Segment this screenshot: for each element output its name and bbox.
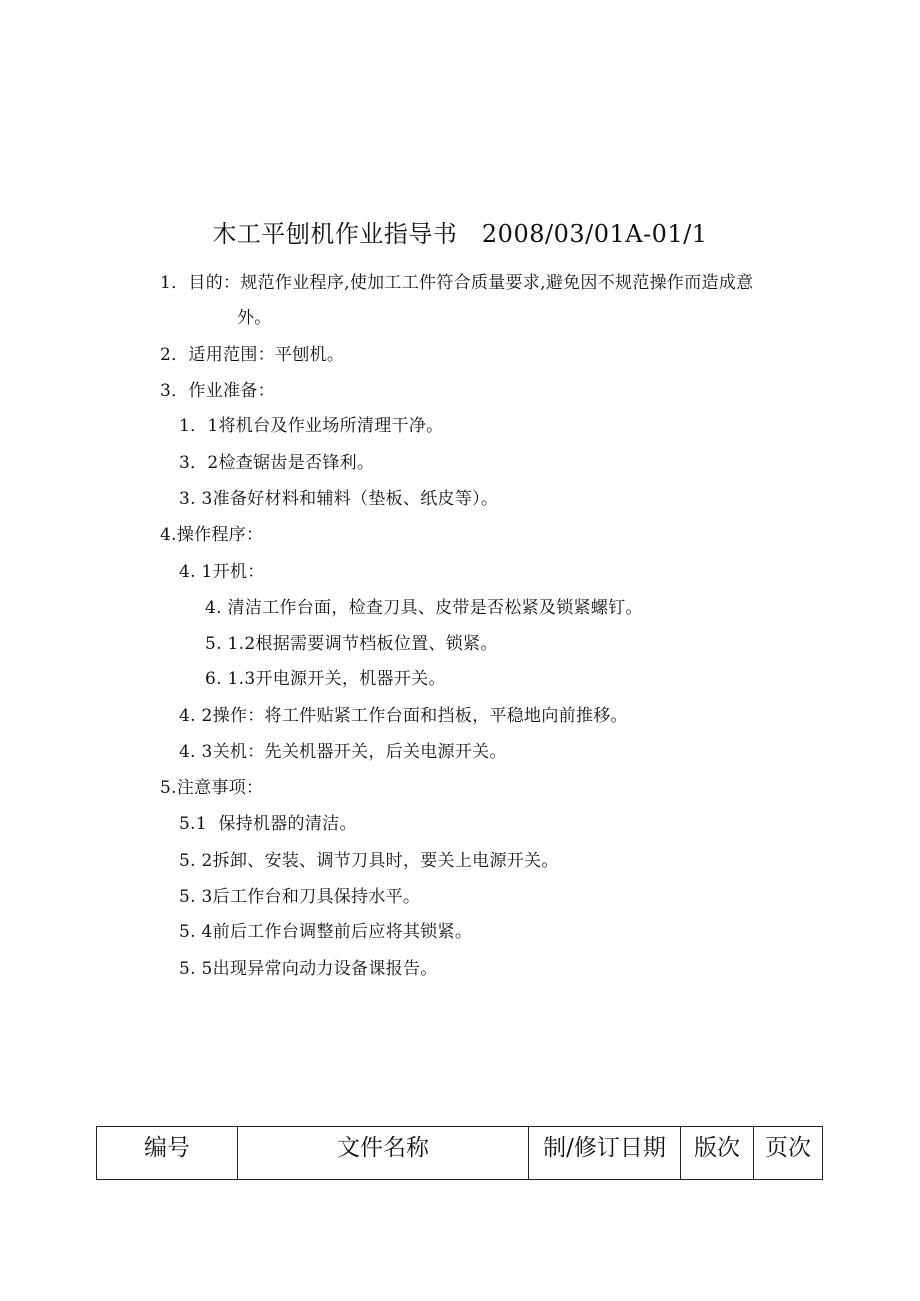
item-4-1: 4. 1开机： xyxy=(179,562,265,582)
item-4-2: 4. 2操作：将工件贴紧工作台面和挡板，平稳地向前推移。 xyxy=(179,706,628,726)
header-number: 编号 xyxy=(97,1127,238,1180)
item-5-4: 5. 4前后工作台调整前后应将其锁紧。 xyxy=(179,922,473,942)
header-version: 版次 xyxy=(681,1127,754,1180)
item-5-1: 5.1 保持机器的清洁。 xyxy=(179,814,357,834)
document-title: 木工平刨机作业指导书 2008/03/01A-01/1 xyxy=(212,220,708,248)
item-3-3: 3. 3准备好材料和辅料（垫板、纸皮等）。 xyxy=(179,489,499,509)
item-4-1-3: 6. 1.3开电源开关，机器开关。 xyxy=(205,669,446,689)
item-4-3: 4. 3关机：先关机器开关，后关电源开关。 xyxy=(179,742,507,762)
header-file-name: 文件名称 xyxy=(238,1127,529,1180)
section-1-purpose: 1．目的：规范作业程序,使加工工件符合质量要求,避免因不规范操作而造成意 xyxy=(160,273,754,293)
item-5-3: 5. 3后工作台和刀具保持水平。 xyxy=(179,887,421,907)
section-5-notes: 5.注意事项： xyxy=(160,778,264,798)
item-5-5: 5. 5出现异常向动力设备课报告。 xyxy=(179,959,438,979)
section-4-procedure: 4.操作程序： xyxy=(160,525,264,545)
item-5-2: 5. 2拆卸、安装、调节刀具时，要关上电源开关。 xyxy=(179,851,559,871)
item-4-1-1: 4. 清洁工作台面，检查刀具、皮带是否松紧及锁紧螺钉。 xyxy=(205,598,643,618)
item-4-1-2: 5. 1.2根据需要调节档板位置、锁紧。 xyxy=(205,634,498,654)
section-1-purpose-cont: 外。 xyxy=(237,308,272,328)
table-row xyxy=(97,1127,823,1180)
item-3-2: 3．2检查锯齿是否锋利。 xyxy=(179,453,375,473)
document-info-table xyxy=(96,1126,823,1180)
item-3-1: 1．1将机台及作业场所清理干净。 xyxy=(179,416,444,436)
section-2-scope: 2．适用范围：平刨机。 xyxy=(160,345,345,365)
header-page: 页次 xyxy=(754,1127,823,1180)
section-3-preparation: 3．作业准备： xyxy=(160,381,275,401)
header-revision-date: 制/修订日期 xyxy=(529,1127,681,1180)
